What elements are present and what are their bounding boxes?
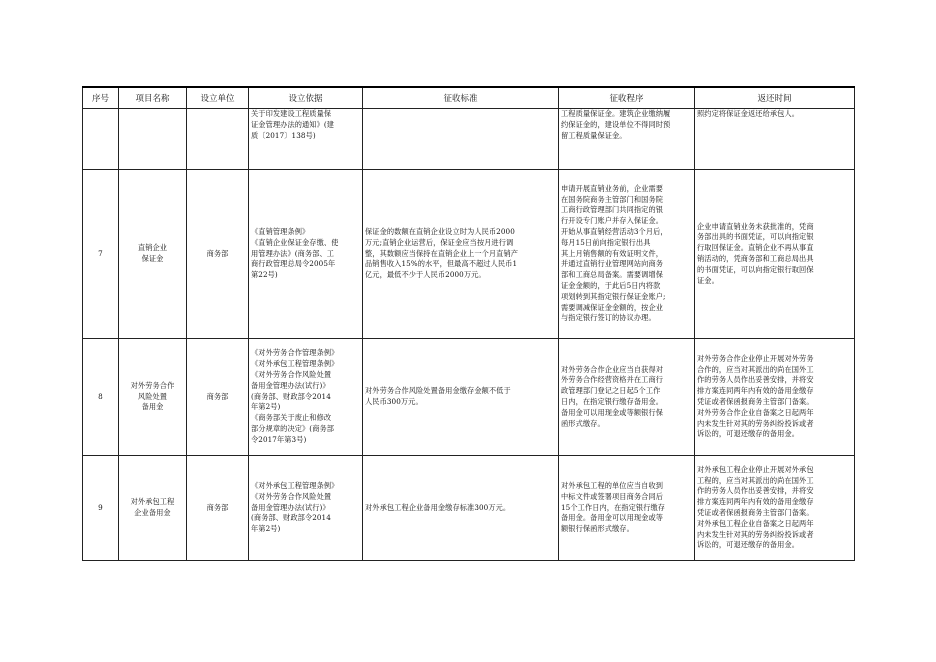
cell-line: 年第2号) — [251, 524, 281, 534]
cell-line: 备用金管理办法(试行)》 — [251, 502, 330, 512]
cell-line: 在国务院商务主管部门和国务院 — [561, 194, 664, 204]
cell-line: 质〔2017〕138号) — [251, 130, 316, 140]
cell-line: 商务部 — [206, 502, 229, 512]
cell-no — [83, 170, 119, 339]
cell-basis — [249, 456, 363, 561]
table-row — [83, 339, 855, 456]
table-row — [83, 456, 855, 561]
cell-line: 销活动的，凭商务部和工商总局出具 — [697, 254, 814, 263]
cell-standard — [363, 109, 559, 170]
cell-unit — [187, 109, 249, 170]
cell-line: 凭证或者保函报商务主管部门备案。 — [697, 397, 814, 406]
cell-refund — [695, 109, 855, 170]
cell-line: 对外承包工程企业停止开展对外承包 — [697, 464, 814, 474]
header-name: 项目名称 — [119, 87, 187, 109]
header-standard: 征收标准 — [363, 87, 559, 109]
cell-line: 整，其数额应当保持在直销企业上一个月直销产 — [365, 248, 519, 258]
cell-line: 《直销企业保证金存缴、使 — [251, 237, 339, 247]
cell-line: 年第2号) — [251, 402, 281, 412]
cell-line: 并通过直销行业管理网站向商务 — [561, 259, 664, 269]
cell-line: 品销售收入15%的水平，但最高不超过人民币1 — [365, 259, 518, 269]
cell-procedure — [559, 170, 695, 339]
cell-line: 工程质量保证金。建筑企业缴纳履 — [561, 109, 671, 118]
cell-line: 对外劳务合作企业自备案之日起两年 — [697, 407, 814, 417]
cell-unit — [187, 170, 249, 339]
cell-line: 备用金 — [141, 402, 164, 412]
cell-line: 每月15日前向指定银行出具 — [561, 237, 651, 247]
cell-line: 开始从事直销经营活动3个月后， — [561, 227, 668, 236]
cell-line: 内未发生针对其的劳务纠纷投诉或者 — [697, 529, 814, 539]
cell-line: 作的劳务人员作出妥善安排，并将安 — [697, 375, 814, 385]
cell-line: 部和工商总局备案。需要调增保 — [561, 270, 664, 280]
table-row — [83, 170, 855, 339]
cell-line: 排方案连同两年内有效的备用金缴存 — [697, 497, 814, 507]
cell-line: 日内，在指定银行缴存备用金。 — [561, 397, 664, 406]
cell-line: 行取回保证金。直销企业不再从事直 — [697, 243, 814, 253]
cell-line: 项划转到其指定银行保证金账户; — [561, 291, 666, 301]
cell-line: 中标文件或签署项目商务合同后 — [561, 491, 664, 501]
cell-name — [119, 339, 187, 456]
cell-line: 《对外承包工程管理条例》 — [251, 359, 339, 369]
cell-line: 对外劳务合作 — [130, 380, 175, 390]
cell-unit — [187, 339, 249, 456]
cell-refund — [695, 456, 855, 561]
cell-line: 额银行保函形式缴存。 — [561, 524, 634, 534]
header-basis: 设立依据 — [249, 87, 363, 109]
fee-table — [82, 86, 855, 561]
cell-line: 商务部 — [206, 391, 229, 401]
cell-line: 7 — [98, 248, 103, 258]
cell-refund — [695, 339, 855, 456]
cell-line: 对外承包工程的单位应当自收到 — [561, 481, 664, 490]
cell-line: 保证金的数额在直销企业设立时为人民币2000 — [365, 227, 515, 236]
cell-line: 务部出具的书面凭证，可以向指定银 — [697, 232, 814, 242]
cell-line: 《对外承包工程管理条例》 — [251, 481, 339, 490]
cell-line: 证金。 — [697, 275, 719, 285]
cell-line: 的书面凭证，可以向指定银行取回保 — [697, 264, 814, 274]
cell-line: 申请开展直销业务前，企业需要 — [561, 183, 664, 193]
cell-line: 证金金额的，于此后5日内将款 — [561, 280, 661, 290]
cell-procedure — [559, 109, 695, 170]
cell-line: 关于印发建设工程质量保 — [251, 109, 332, 118]
cell-line: 万元;直销企业运营后，保证金应当按月进行调 — [365, 237, 514, 247]
cell-line: 《对外劳务合作风险处置 — [251, 491, 332, 501]
header-unit: 设立单位 — [187, 87, 249, 109]
cell-line: 《商务部关于废止和修改 — [251, 413, 332, 423]
cell-line: 《直销管理条例》 — [251, 227, 310, 236]
cell-line: 企业备用金 — [134, 508, 171, 517]
cell-procedure — [559, 456, 695, 561]
cell-line: 直销企业 — [137, 243, 168, 253]
cell-line: 8 — [98, 391, 103, 401]
cell-line: 用管理办法》(商务部、工 — [251, 248, 335, 258]
cell-line: 约保证金的，建设单位不得同时预 — [561, 119, 671, 129]
cell-line: 部分规章的决定》(商务部 — [251, 423, 335, 433]
cell-unit — [187, 456, 249, 561]
cell-line: 诉讼的，可退还缴存的备用金。 — [697, 429, 800, 439]
cell-line: 作的劳务人员作出妥善安排，并将安 — [697, 486, 814, 496]
cell-procedure — [559, 339, 695, 456]
cell-line: 排方案连同两年内有效的备用金缴存 — [697, 386, 814, 396]
cell-line: 外劳务合作经营资格并在工商行 — [561, 375, 664, 385]
cell-line: 亿元，最低不少于人民币2000万元。 — [365, 270, 486, 280]
cell-line: 留工程质量保证金。 — [561, 130, 627, 140]
cell-line: 对外劳务合作风险处置备用金缴存金额不低于 — [365, 386, 511, 396]
cell-refund — [695, 170, 855, 339]
cell-line: 15个工作日内，在指定银行缴存 — [561, 502, 666, 512]
cell-line: 对外劳务合作企业停止开展对外劳务 — [697, 353, 814, 363]
cell-line: 对外承包工程 — [130, 497, 175, 507]
cell-line: 备用金。备用金可以用现金或等 — [561, 513, 664, 523]
cell-name — [119, 109, 187, 170]
cell-no — [83, 456, 119, 561]
cell-standard — [363, 456, 559, 561]
header-refund: 返还时间 — [695, 87, 855, 109]
cell-line: 对外劳务合作企业应当自获得对 — [561, 364, 664, 374]
cell-line: 保证金 — [141, 254, 164, 263]
cell-line: 政管理部门登记之日起5个工作 — [561, 386, 661, 396]
cell-line: 与指定银行签订的协议办理。 — [561, 313, 656, 323]
cell-line: 9 — [98, 502, 103, 512]
cell-no — [83, 109, 119, 170]
cell-standard — [363, 170, 559, 339]
cell-line: (商务部、财政部令2014 — [251, 513, 331, 523]
table-row — [83, 109, 855, 170]
cell-standard — [363, 339, 559, 456]
cell-line: (商务部、财政部令2014 — [251, 391, 331, 401]
cell-line: 人民币300万元。 — [365, 397, 423, 406]
cell-line: 函形式缴存。 — [561, 418, 605, 428]
cell-line: 其上月销售额的有效证明文件， — [561, 248, 664, 258]
cell-line: 诉讼的，可退还缴存的备用金。 — [697, 540, 800, 550]
cell-line: 商务部 — [206, 248, 229, 258]
cell-line: 凭证或者保函报商务主管部门备案。 — [697, 508, 814, 517]
cell-line: 备用金可以用现金或等额银行保 — [561, 407, 664, 417]
cell-line: 令2017年第3号) — [251, 434, 307, 444]
cell-line: 合作的，应当对其派出的尚在国外工 — [697, 364, 814, 374]
cell-line: 备用金管理办法(试行)》 — [251, 380, 330, 390]
cell-name — [119, 456, 187, 561]
cell-line: 证金管理办法的通知》(建 — [251, 119, 335, 129]
cell-line: 《对外劳务合作管理条例》 — [251, 348, 339, 358]
header-procedure: 征收程序 — [559, 87, 695, 109]
cell-line: 对外承包工程企业备用金缴存标准300万元。 — [365, 502, 511, 512]
cell-line: 内未发生针对其的劳务纠纷投诉或者 — [697, 418, 814, 428]
table-header-row — [83, 87, 855, 109]
cell-line: 行开设专门账户并存入保证金。 — [561, 216, 664, 226]
cell-line: 风险处置 — [137, 391, 168, 401]
cell-line: 商行政管理总局令2005年 — [251, 259, 336, 269]
cell-line: 照约定将保证金返还给承包人。 — [697, 109, 800, 118]
cell-name — [119, 170, 187, 339]
cell-line: 需要调减保证金金额的，按企业 — [561, 302, 664, 312]
cell-line: 第22号) — [251, 270, 278, 280]
cell-basis — [249, 109, 363, 170]
cell-line: 对外承包工程企业自备案之日起两年 — [697, 518, 814, 528]
cell-no — [83, 339, 119, 456]
cell-basis — [249, 339, 363, 456]
header-no: 序号 — [83, 87, 119, 109]
cell-line: 工商行政管理部门共同指定的银 — [561, 205, 664, 215]
cell-line: 企业申请直销业务未获批准的，凭商 — [697, 221, 814, 231]
cell-line: 工程的，应当对其派出的尚在国外工 — [697, 475, 814, 485]
cell-basis — [249, 170, 363, 339]
cell-line: 《对外劳务合作风险处置 — [251, 370, 332, 379]
